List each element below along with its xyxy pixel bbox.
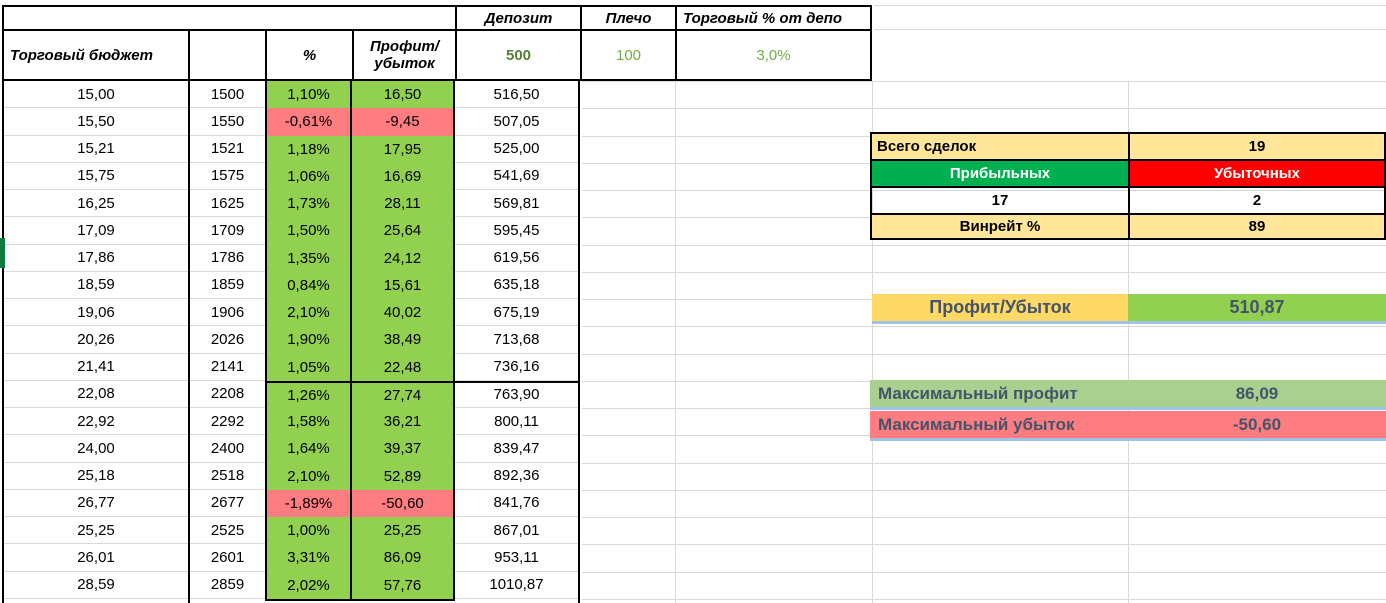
budget-cell[interactable]: 22,92	[4, 408, 188, 435]
pnl-total-label: Профит/Убыток	[929, 297, 1071, 317]
size-cell[interactable]: 2859	[190, 572, 265, 599]
deposit-value: 500	[505, 46, 532, 64]
size-cell[interactable]: 2141	[190, 354, 265, 381]
winrate-value: 89	[1248, 218, 1266, 235]
budget-cell[interactable]: 22,08	[4, 381, 188, 408]
trade-percent-header-cell[interactable]	[675, 5, 872, 31]
budget-cell[interactable]: 28,59	[4, 572, 188, 599]
size-cell[interactable]: 1786	[190, 245, 265, 272]
budget-cell[interactable]: 26,01	[4, 544, 188, 571]
leverage-label: Плечо	[605, 9, 652, 27]
percent-cell[interactable]: 2,02%	[267, 572, 350, 599]
budget-cell[interactable]: 21,41	[4, 354, 188, 381]
winrate-label: Винрейт %	[959, 218, 1041, 235]
size-cell[interactable]: 2677	[190, 490, 265, 517]
percent-header-cell[interactable]	[265, 31, 352, 81]
winrate-value-cell[interactable]	[1128, 213, 1386, 240]
deposit-value-cell[interactable]	[455, 31, 580, 81]
size-cell[interactable]: 2400	[190, 435, 265, 462]
total-trades-value-cell[interactable]	[1128, 132, 1386, 159]
balance-cell[interactable]: 675,19	[455, 299, 578, 326]
budget-cell[interactable]: 26,77	[4, 490, 188, 517]
budget-cell[interactable]: 20,26	[4, 326, 188, 353]
gridline	[582, 544, 1386, 545]
pnl-cell[interactable]: 40,02	[352, 299, 453, 326]
size-header-cell[interactable]	[188, 31, 265, 81]
balance-cell[interactable]: 525,00	[455, 136, 578, 163]
total-trades-value: 19	[1248, 138, 1266, 155]
percent-cell[interactable]: 2,10%	[267, 299, 350, 326]
size-cell[interactable]: 2525	[190, 517, 265, 544]
max-loss-value: -50,60	[1232, 414, 1282, 434]
size-cell[interactable]: 1859	[190, 272, 265, 299]
pnl-cell[interactable]: 15,61	[352, 272, 453, 299]
pnl-cell[interactable]: 86,09	[352, 544, 453, 571]
leverage-header-cell[interactable]	[580, 5, 675, 31]
percent-cell[interactable]: 1,06%	[267, 163, 350, 190]
budget-cell[interactable]: 18,59	[4, 272, 188, 299]
pnl-cell[interactable]: -9,45	[352, 108, 453, 135]
balance-cell[interactable]: 841,76	[455, 490, 578, 517]
size-cell[interactable]: 2601	[190, 544, 265, 571]
size-cell[interactable]: 1906	[190, 299, 265, 326]
deposit-header-cell[interactable]	[455, 5, 580, 31]
gridline	[874, 5, 1386, 6]
max-profit-row[interactable]	[870, 380, 1386, 410]
budget-label: Торговый бюджет	[10, 46, 153, 64]
losing-value-cell[interactable]	[1128, 186, 1386, 213]
balance-cell[interactable]: 619,56	[455, 245, 578, 272]
trade-percent-label: Торговый % от депо	[683, 9, 843, 27]
pnl-cell[interactable]: 28,11	[352, 190, 453, 217]
budget-header-cell[interactable]	[2, 31, 188, 81]
pnl-total-value: 510,87	[1229, 297, 1285, 317]
budget-cell[interactable]: 16,25	[4, 190, 188, 217]
max-profit-label: Максимальный профит	[878, 383, 1078, 403]
summary-table	[870, 132, 1386, 240]
gridline	[582, 354, 1386, 355]
budget-cell[interactable]: 25,18	[4, 463, 188, 490]
percent-cell[interactable]: 0,84%	[267, 272, 350, 299]
size-cell[interactable]: 2292	[190, 408, 265, 435]
size-cell[interactable]: 2026	[190, 326, 265, 353]
pnl-cell[interactable]: 25,64	[352, 217, 453, 244]
balance-cell[interactable]: 713,68	[455, 326, 578, 353]
balance-cell[interactable]: 763,90	[455, 381, 578, 408]
pnl-cell[interactable]: 22,48	[352, 354, 453, 381]
deposit-label: Депозит	[484, 9, 553, 27]
percent-cell[interactable]: 1,73%	[267, 190, 350, 217]
size-cell[interactable]: 1625	[190, 190, 265, 217]
gridline	[582, 108, 1386, 109]
profitable-label-cell[interactable]	[870, 159, 1128, 186]
pnl-cell[interactable]: 57,76	[352, 572, 453, 599]
balance-cell[interactable]: 839,47	[455, 435, 578, 462]
balance-cell[interactable]: 541,69	[455, 163, 578, 190]
leverage-value: 100	[615, 46, 642, 64]
gridline	[582, 599, 1386, 600]
pnl-cell[interactable]: 52,89	[352, 463, 453, 490]
budget-cell[interactable]: 17,86	[4, 245, 188, 272]
budget-cell[interactable]: 19,06	[4, 299, 188, 326]
pnl-cell[interactable]: 17,95	[352, 136, 453, 163]
balance-cell[interactable]: 507,05	[455, 108, 578, 135]
pnl-cell[interactable]: 39,37	[352, 435, 453, 462]
pnl-cell[interactable]: 24,12	[352, 245, 453, 272]
balance-cell[interactable]: 736,16	[455, 354, 578, 381]
profitable-label: Прибыльных	[949, 165, 1051, 182]
budget-cell[interactable]: 15,50	[4, 108, 188, 135]
percent-cell[interactable]: 1,58%	[267, 408, 350, 435]
balance-cell[interactable]: 635,18	[455, 272, 578, 299]
pnl-label: Профит/ убыток	[369, 37, 440, 72]
percent-cell[interactable]: 1,90%	[267, 326, 350, 353]
budget-cell[interactable]: 15,75	[4, 163, 188, 190]
pnl-total-row	[872, 294, 1386, 324]
pnl-cell[interactable]: 27,74	[352, 381, 453, 408]
balance-cell[interactable]: 892,36	[455, 463, 578, 490]
balance-cell[interactable]: 953,11	[455, 544, 578, 571]
size-cell[interactable]: 1550	[190, 108, 265, 135]
profitable-value: 17	[991, 192, 1009, 209]
budget-cell[interactable]: 15,21	[4, 136, 188, 163]
percent-label: %	[302, 46, 317, 64]
balance-cell[interactable]: 800,11	[455, 408, 578, 435]
budget-cell[interactable]: 15,00	[4, 81, 188, 108]
gridline	[582, 517, 1386, 518]
budget-cell[interactable]: 25,25	[4, 517, 188, 544]
pnl-cell[interactable]: -50,60	[352, 490, 453, 517]
budget-column	[2, 81, 188, 603]
size-cell[interactable]: 1575	[190, 163, 265, 190]
gridline	[874, 29, 1386, 30]
percent-cell[interactable]: 1,35%	[267, 245, 350, 272]
balance-column	[455, 81, 580, 603]
pnl-total-label-cell[interactable]	[872, 294, 1128, 321]
percent-cell[interactable]: -1,89%	[267, 490, 350, 517]
percent-cell[interactable]: 3,31%	[267, 544, 350, 571]
size-cell[interactable]: 2208	[190, 381, 265, 408]
percent-cell[interactable]: 2,10%	[267, 463, 350, 490]
percent-cell[interactable]: 1,50%	[267, 217, 350, 244]
winrate-label-cell[interactable]	[870, 213, 1128, 240]
gridline	[582, 272, 1386, 273]
pnl-cell[interactable]: 16,69	[352, 163, 453, 190]
losing-label: Убыточных	[1214, 165, 1300, 182]
balance-cell[interactable]: 595,45	[455, 217, 578, 244]
gridline	[582, 463, 1386, 464]
size-cell[interactable]: 1709	[190, 217, 265, 244]
pnl-cell[interactable]: 38,49	[352, 326, 453, 353]
losing-label-cell[interactable]	[1128, 159, 1386, 186]
size-column	[188, 81, 265, 603]
balance-cell[interactable]: 516,50	[455, 81, 578, 108]
size-cell[interactable]: 2518	[190, 463, 265, 490]
losing-value: 2	[1252, 192, 1262, 209]
total-trades-label: Всего сделок	[877, 138, 977, 155]
gridline	[582, 572, 1386, 573]
gridline	[582, 81, 1386, 82]
percent-cell[interactable]: 1,10%	[267, 81, 350, 108]
header-empty-cell[interactable]	[2, 5, 455, 31]
pnl-cell[interactable]: 36,21	[352, 408, 453, 435]
gridline	[582, 326, 1386, 327]
size-cell[interactable]: 1500	[190, 81, 265, 108]
size-cell[interactable]: 1521	[190, 136, 265, 163]
pnl-cell[interactable]: 25,25	[352, 517, 453, 544]
percent-cell[interactable]: 1,05%	[267, 354, 350, 381]
percent-cell[interactable]: 1,64%	[267, 435, 350, 462]
percent-cell[interactable]: 1,26%	[267, 381, 350, 408]
percent-column	[265, 81, 352, 601]
percent-cell[interactable]: 1,00%	[267, 517, 350, 544]
total-trades-label-cell[interactable]	[870, 132, 1128, 159]
budget-cell[interactable]: 24,00	[4, 435, 188, 462]
percent-cell[interactable]: 1,18%	[267, 136, 350, 163]
pnl-cell[interactable]: 16,50	[352, 81, 453, 108]
gridline	[675, 81, 676, 603]
profitable-value-cell[interactable]	[870, 186, 1128, 213]
trade-percent-value: 3,0%	[756, 46, 791, 64]
pnl-total-value-cell[interactable]	[1128, 294, 1386, 321]
leverage-value-cell[interactable]	[580, 31, 675, 81]
selection-marker	[0, 238, 5, 268]
pnl-header-cell[interactable]	[352, 31, 455, 81]
max-profit-value: 86,09	[1235, 383, 1279, 403]
pnl-column	[352, 81, 455, 601]
balance-cell[interactable]: 569,81	[455, 190, 578, 217]
percent-cell[interactable]: -0,61%	[267, 108, 350, 135]
balance-cell[interactable]: 1010,87	[455, 572, 578, 599]
balance-cell[interactable]: 867,01	[455, 517, 578, 544]
trade-percent-value-cell[interactable]	[675, 31, 872, 81]
gridline	[582, 245, 1386, 246]
max-loss-row[interactable]	[870, 411, 1386, 441]
max-loss-label: Максимальный убыток	[878, 414, 1075, 434]
budget-cell[interactable]: 17,09	[4, 217, 188, 244]
gridline	[582, 490, 1386, 491]
